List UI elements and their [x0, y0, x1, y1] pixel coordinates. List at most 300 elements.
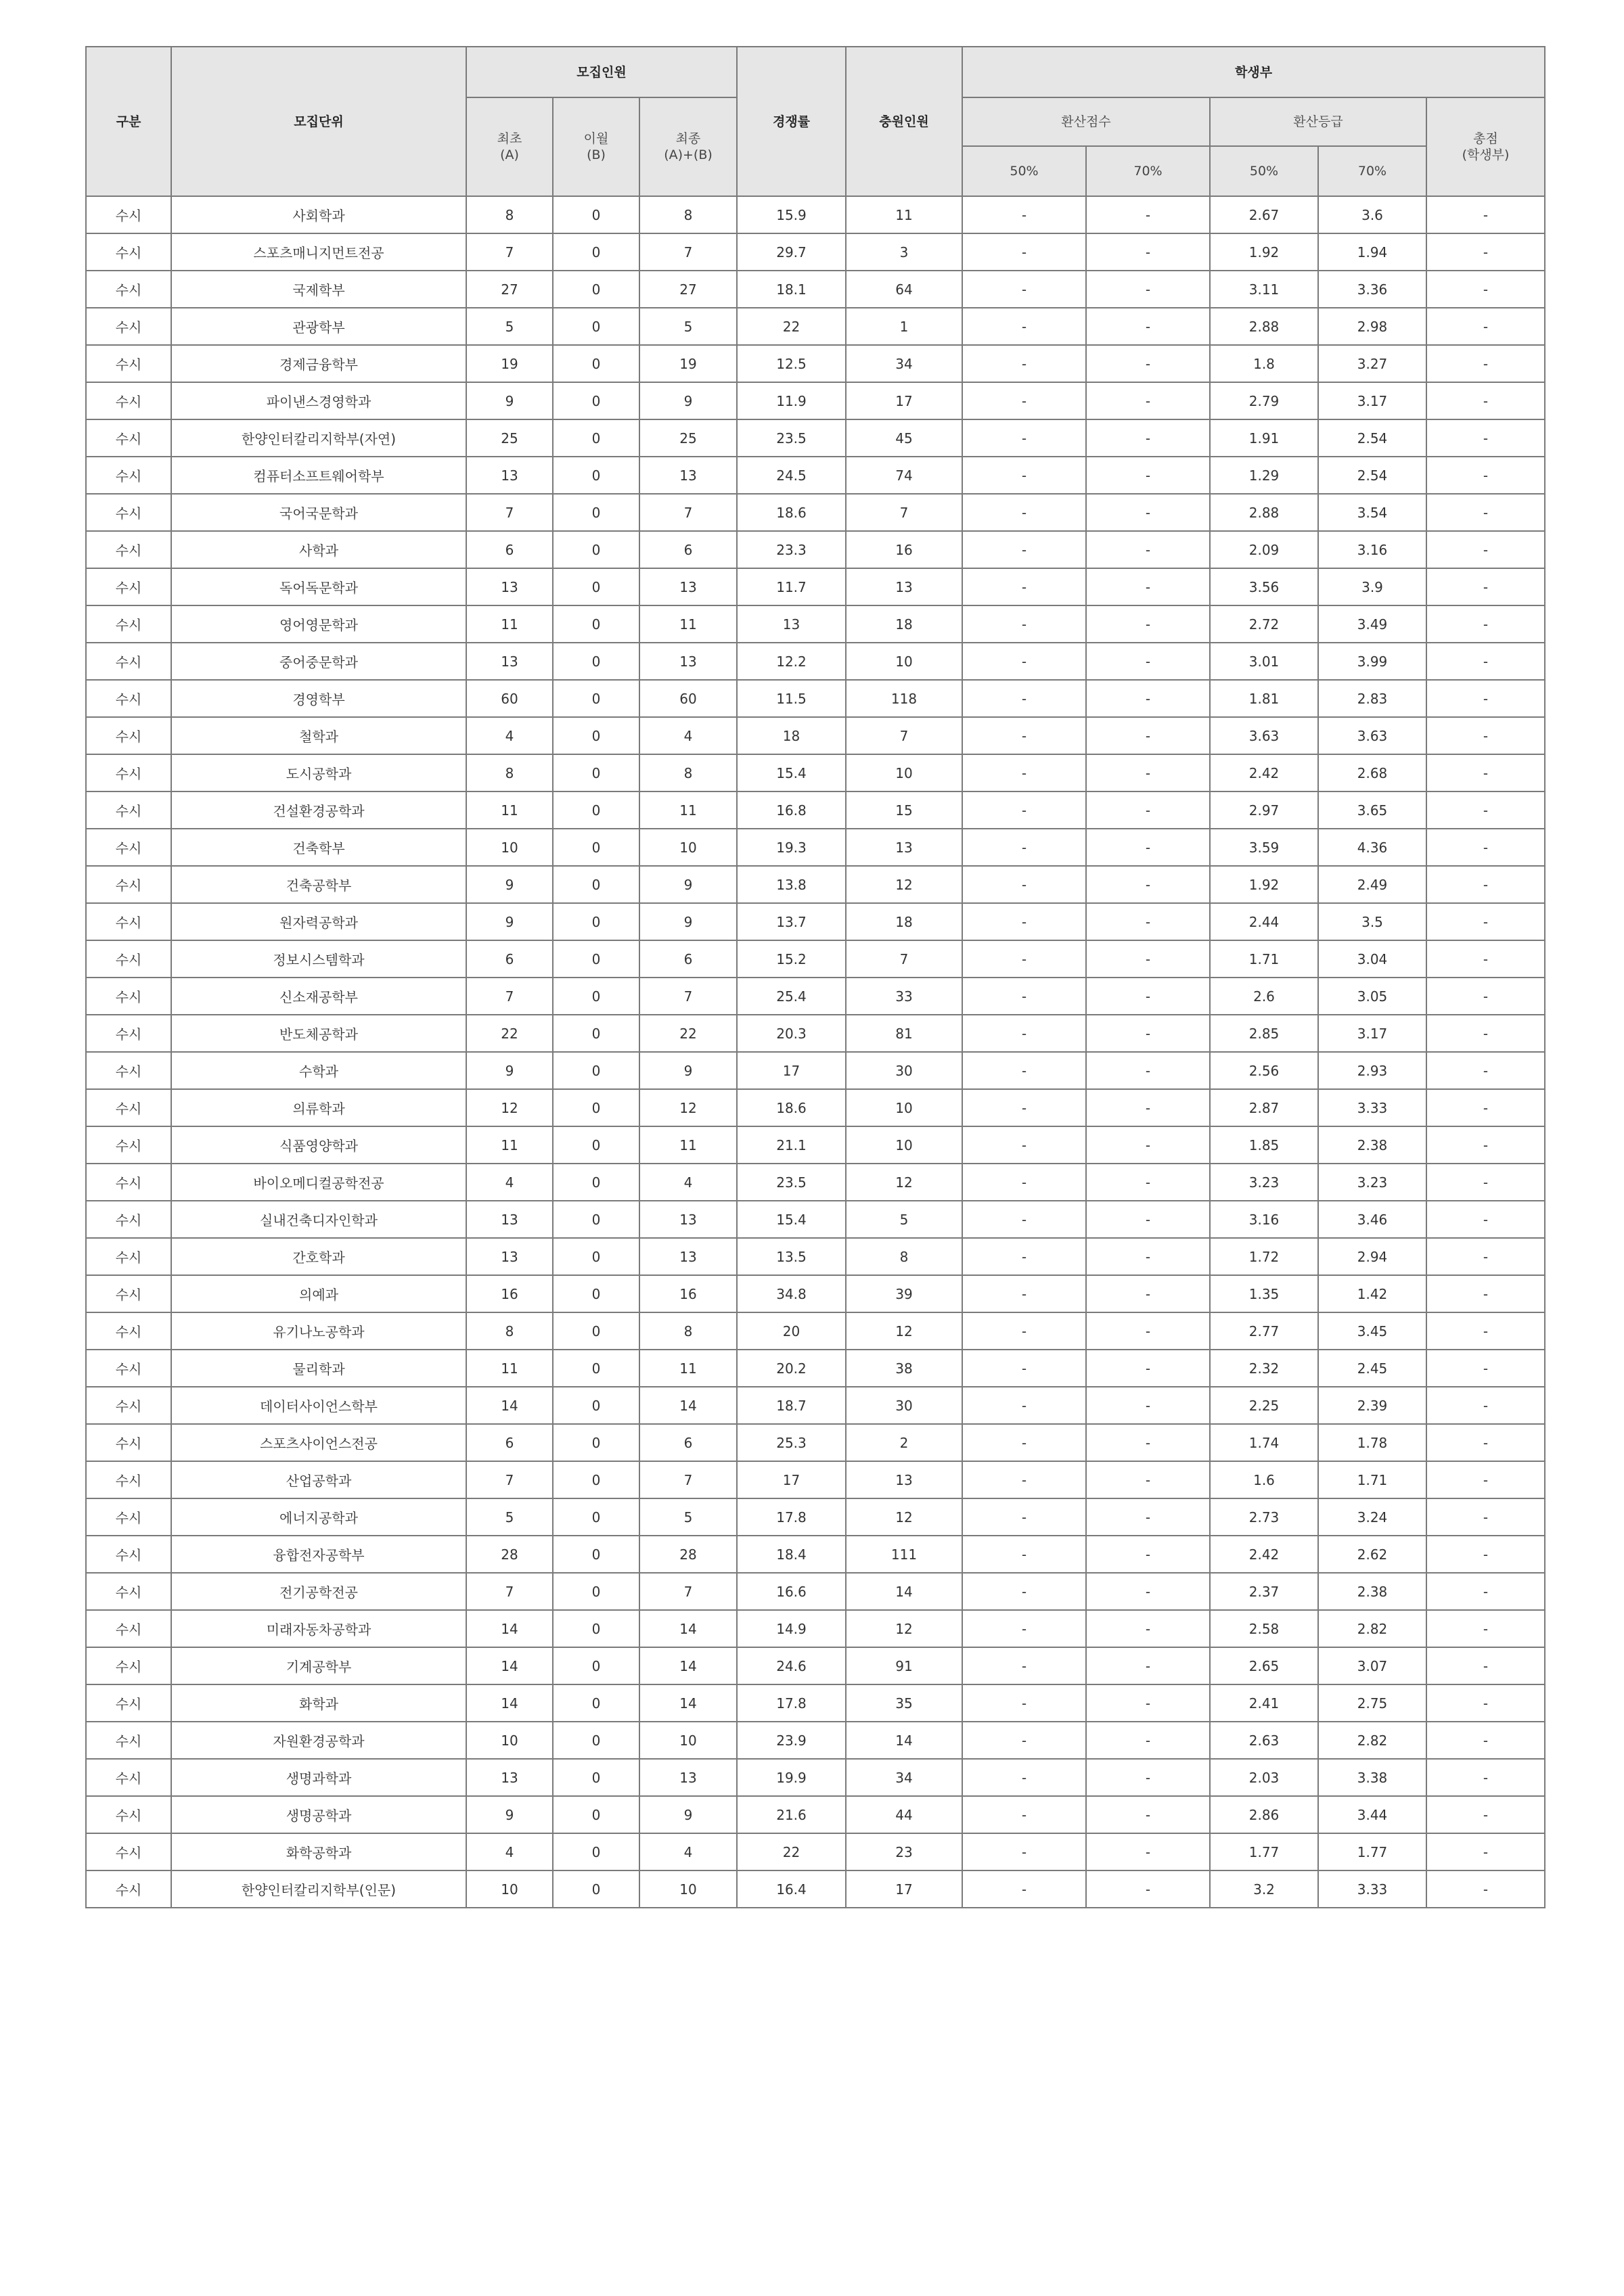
total-cell: -: [1426, 903, 1545, 940]
table-row: [86, 1796, 1545, 1833]
unit-cell: 스포츠매니지먼트전공: [171, 233, 466, 271]
grade70-cell: 3.33: [1318, 1870, 1426, 1908]
competition-cell: 16.4: [737, 1870, 846, 1908]
header-carryover-label: 이월: [583, 131, 609, 146]
competition-cell: 13.7: [737, 903, 846, 940]
grade50-cell: 2.97: [1210, 791, 1318, 829]
grade70-cell: 3.36: [1318, 271, 1426, 308]
total-cell: -: [1426, 1796, 1545, 1833]
category-cell: 수시: [86, 271, 171, 308]
total-cell: -: [1426, 568, 1545, 605]
unit-cell: 의예과: [171, 1275, 466, 1312]
score50-cell: -: [962, 1684, 1086, 1722]
header-total-score-sub: (학생부): [1462, 147, 1510, 162]
additional-cell: 5: [846, 1201, 962, 1238]
grade70-cell: 2.75: [1318, 1684, 1426, 1722]
initial-cell: 8: [466, 196, 553, 233]
initial-cell: 19: [466, 345, 553, 382]
competition-cell: 22: [737, 308, 846, 345]
table-row: [86, 1052, 1545, 1089]
table-row: [86, 568, 1545, 605]
competition-cell: 20.3: [737, 1015, 846, 1052]
final-cell: 13: [639, 643, 737, 680]
score70-cell: -: [1086, 1536, 1210, 1573]
unit-cell: 의류학과: [171, 1089, 466, 1126]
unit-cell: 건설환경공학과: [171, 791, 466, 829]
additional-cell: 2: [846, 1424, 962, 1461]
grade50-cell: 1.81: [1210, 680, 1318, 717]
additional-cell: 17: [846, 1870, 962, 1908]
grade70-cell: 2.54: [1318, 457, 1426, 494]
grade50-cell: 2.42: [1210, 754, 1318, 791]
score70-cell: -: [1086, 308, 1210, 345]
category-cell: 수시: [86, 1424, 171, 1461]
grade70-cell: 3.05: [1318, 978, 1426, 1015]
final-cell: 10: [639, 1870, 737, 1908]
carryover-cell: 0: [553, 1759, 639, 1796]
unit-cell: 간호학과: [171, 1238, 466, 1275]
score70-cell: -: [1086, 680, 1210, 717]
total-cell: -: [1426, 680, 1545, 717]
table-row: [86, 903, 1545, 940]
score50-cell: -: [962, 903, 1086, 940]
additional-cell: 10: [846, 1089, 962, 1126]
final-cell: 19: [639, 345, 737, 382]
unit-cell: 국어국문학과: [171, 494, 466, 531]
additional-cell: 38: [846, 1350, 962, 1387]
header-competition-rate: 경쟁률: [737, 47, 846, 196]
category-cell: 수시: [86, 754, 171, 791]
initial-cell: 8: [466, 1312, 553, 1350]
grade50-cell: 2.72: [1210, 605, 1318, 643]
initial-cell: 6: [466, 1424, 553, 1461]
additional-cell: 30: [846, 1387, 962, 1424]
additional-cell: 10: [846, 643, 962, 680]
final-cell: 9: [639, 382, 737, 419]
carryover-cell: 0: [553, 1833, 639, 1870]
grade50-cell: 2.25: [1210, 1387, 1318, 1424]
score70-cell: -: [1086, 531, 1210, 568]
final-cell: 9: [639, 866, 737, 903]
header-total-score: [1426, 97, 1545, 196]
unit-cell: 파이낸스경영학과: [171, 382, 466, 419]
header-score-50: 50%: [962, 146, 1086, 196]
total-cell: -: [1426, 754, 1545, 791]
additional-cell: 1: [846, 308, 962, 345]
category-cell: 수시: [86, 1573, 171, 1610]
additional-cell: 45: [846, 419, 962, 457]
initial-cell: 13: [466, 643, 553, 680]
grade70-cell: 3.99: [1318, 643, 1426, 680]
grade70-cell: 3.38: [1318, 1759, 1426, 1796]
unit-cell: 철학과: [171, 717, 466, 754]
table-row: [86, 1164, 1545, 1201]
table-row: [86, 196, 1545, 233]
unit-cell: 신소재공학부: [171, 978, 466, 1015]
initial-cell: 22: [466, 1015, 553, 1052]
category-cell: 수시: [86, 643, 171, 680]
additional-cell: 118: [846, 680, 962, 717]
category-cell: 수시: [86, 419, 171, 457]
additional-cell: 39: [846, 1275, 962, 1312]
score70-cell: -: [1086, 1424, 1210, 1461]
score70-cell: -: [1086, 866, 1210, 903]
total-cell: -: [1426, 1498, 1545, 1536]
category-cell: 수시: [86, 308, 171, 345]
score50-cell: -: [962, 978, 1086, 1015]
unit-cell: 산업공학과: [171, 1461, 466, 1498]
unit-cell: 한양인터칼리지학부(인문): [171, 1870, 466, 1908]
grade70-cell: 2.45: [1318, 1350, 1426, 1387]
carryover-cell: 0: [553, 680, 639, 717]
category-cell: 수시: [86, 605, 171, 643]
total-cell: -: [1426, 457, 1545, 494]
table-row: [86, 1350, 1545, 1387]
grade50-cell: 2.88: [1210, 308, 1318, 345]
additional-cell: 7: [846, 494, 962, 531]
score70-cell: -: [1086, 419, 1210, 457]
final-cell: 7: [639, 978, 737, 1015]
table-row: [86, 271, 1545, 308]
carryover-cell: 0: [553, 1796, 639, 1833]
category-cell: 수시: [86, 1684, 171, 1722]
total-cell: -: [1426, 196, 1545, 233]
final-cell: 22: [639, 1015, 737, 1052]
final-cell: 28: [639, 1536, 737, 1573]
grade50-cell: 2.42: [1210, 1536, 1318, 1573]
category-cell: 수시: [86, 1126, 171, 1164]
competition-cell: 24.6: [737, 1647, 846, 1684]
category-cell: 수시: [86, 1201, 171, 1238]
total-cell: -: [1426, 940, 1545, 978]
initial-cell: 13: [466, 1759, 553, 1796]
grade50-cell: 3.01: [1210, 643, 1318, 680]
score70-cell: -: [1086, 1461, 1210, 1498]
category-cell: 수시: [86, 791, 171, 829]
initial-cell: 9: [466, 1052, 553, 1089]
grade50-cell: 2.32: [1210, 1350, 1318, 1387]
table-row: [86, 345, 1545, 382]
total-cell: -: [1426, 1573, 1545, 1610]
unit-cell: 원자력공학과: [171, 903, 466, 940]
unit-cell: 사학과: [171, 531, 466, 568]
grade70-cell: 3.17: [1318, 382, 1426, 419]
carryover-cell: 0: [553, 271, 639, 308]
total-cell: -: [1426, 1015, 1545, 1052]
score50-cell: -: [962, 1238, 1086, 1275]
category-cell: 수시: [86, 1722, 171, 1759]
carryover-cell: 0: [553, 1722, 639, 1759]
competition-cell: 24.5: [737, 457, 846, 494]
score50-cell: -: [962, 1461, 1086, 1498]
final-cell: 11: [639, 605, 737, 643]
final-cell: 7: [639, 233, 737, 271]
total-cell: -: [1426, 1647, 1545, 1684]
score70-cell: -: [1086, 1312, 1210, 1350]
score70-cell: -: [1086, 1275, 1210, 1312]
score50-cell: -: [962, 866, 1086, 903]
total-cell: -: [1426, 1759, 1545, 1796]
total-cell: -: [1426, 866, 1545, 903]
additional-cell: 111: [846, 1536, 962, 1573]
score50-cell: -: [962, 382, 1086, 419]
grade70-cell: 2.62: [1318, 1536, 1426, 1573]
grade50-cell: 2.86: [1210, 1796, 1318, 1833]
score70-cell: -: [1086, 1759, 1210, 1796]
grade50-cell: 3.2: [1210, 1870, 1318, 1908]
grade50-cell: 1.91: [1210, 419, 1318, 457]
carryover-cell: 0: [553, 605, 639, 643]
category-cell: 수시: [86, 1089, 171, 1126]
score50-cell: -: [962, 308, 1086, 345]
score70-cell: -: [1086, 271, 1210, 308]
score50-cell: -: [962, 940, 1086, 978]
total-cell: -: [1426, 791, 1545, 829]
score50-cell: -: [962, 643, 1086, 680]
initial-cell: 13: [466, 1238, 553, 1275]
table-row: [86, 1089, 1545, 1126]
final-cell: 13: [639, 457, 737, 494]
table-row: [86, 1238, 1545, 1275]
header-school-record-group: 학생부: [962, 47, 1545, 97]
score70-cell: -: [1086, 1573, 1210, 1610]
score70-cell: -: [1086, 1089, 1210, 1126]
carryover-cell: 0: [553, 1870, 639, 1908]
score50-cell: -: [962, 1275, 1086, 1312]
grade50-cell: 1.77: [1210, 1833, 1318, 1870]
additional-cell: 13: [846, 829, 962, 866]
grade50-cell: 1.72: [1210, 1238, 1318, 1275]
score70-cell: -: [1086, 1722, 1210, 1759]
header-additional-admits: 충원인원: [846, 47, 962, 196]
grade70-cell: 1.42: [1318, 1275, 1426, 1312]
score50-cell: -: [962, 345, 1086, 382]
initial-cell: 14: [466, 1684, 553, 1722]
initial-cell: 28: [466, 1536, 553, 1573]
table-row: [86, 1833, 1545, 1870]
grade50-cell: 2.09: [1210, 531, 1318, 568]
unit-cell: 바이오메디컬공학전공: [171, 1164, 466, 1201]
category-cell: 수시: [86, 829, 171, 866]
table-header: [86, 47, 1545, 196]
score50-cell: -: [962, 1573, 1086, 1610]
score50-cell: -: [962, 419, 1086, 457]
grade50-cell: 3.63: [1210, 717, 1318, 754]
carryover-cell: 0: [553, 1164, 639, 1201]
final-cell: 12: [639, 1089, 737, 1126]
total-cell: -: [1426, 1833, 1545, 1870]
score50-cell: -: [962, 1536, 1086, 1573]
grade70-cell: 2.38: [1318, 1126, 1426, 1164]
category-cell: 수시: [86, 1164, 171, 1201]
total-cell: -: [1426, 1387, 1545, 1424]
carryover-cell: 0: [553, 382, 639, 419]
total-cell: -: [1426, 1870, 1545, 1908]
grade50-cell: 2.77: [1210, 1312, 1318, 1350]
total-cell: -: [1426, 1275, 1545, 1312]
category-cell: 수시: [86, 196, 171, 233]
additional-cell: 12: [846, 866, 962, 903]
grade70-cell: 3.65: [1318, 791, 1426, 829]
competition-cell: 17: [737, 1461, 846, 1498]
unit-cell: 식품영양학과: [171, 1126, 466, 1164]
total-cell: -: [1426, 1201, 1545, 1238]
initial-cell: 7: [466, 494, 553, 531]
table-row: [86, 1498, 1545, 1536]
table-row: [86, 1684, 1545, 1722]
grade50-cell: 1.29: [1210, 457, 1318, 494]
competition-cell: 17: [737, 1052, 846, 1089]
score50-cell: -: [962, 1052, 1086, 1089]
score50-cell: -: [962, 1647, 1086, 1684]
competition-cell: 14.9: [737, 1610, 846, 1647]
table-row: [86, 382, 1545, 419]
grade50-cell: 1.71: [1210, 940, 1318, 978]
additional-cell: 17: [846, 382, 962, 419]
score70-cell: -: [1086, 1387, 1210, 1424]
final-cell: 9: [639, 1052, 737, 1089]
table-row: [86, 940, 1545, 978]
unit-cell: 수학과: [171, 1052, 466, 1089]
total-cell: -: [1426, 1126, 1545, 1164]
category-cell: 수시: [86, 680, 171, 717]
table-row: [86, 1015, 1545, 1052]
unit-cell: 전기공학전공: [171, 1573, 466, 1610]
initial-cell: 4: [466, 1164, 553, 1201]
grade50-cell: 3.23: [1210, 1164, 1318, 1201]
competition-cell: 15.4: [737, 1201, 846, 1238]
score50-cell: -: [962, 196, 1086, 233]
competition-cell: 23.5: [737, 419, 846, 457]
table-row: [86, 494, 1545, 531]
unit-cell: 건축공학부: [171, 866, 466, 903]
grade50-cell: 3.16: [1210, 1201, 1318, 1238]
category-cell: 수시: [86, 1238, 171, 1275]
header-carryover: [553, 97, 639, 196]
total-cell: -: [1426, 1052, 1545, 1089]
grade70-cell: 3.6: [1318, 196, 1426, 233]
unit-cell: 중어중문학과: [171, 643, 466, 680]
score50-cell: -: [962, 1387, 1086, 1424]
initial-cell: 11: [466, 1126, 553, 1164]
additional-cell: 12: [846, 1164, 962, 1201]
additional-cell: 13: [846, 568, 962, 605]
carryover-cell: 0: [553, 308, 639, 345]
score50-cell: -: [962, 791, 1086, 829]
final-cell: 4: [639, 1164, 737, 1201]
score70-cell: -: [1086, 1201, 1210, 1238]
final-cell: 14: [639, 1684, 737, 1722]
grade70-cell: 3.49: [1318, 605, 1426, 643]
additional-cell: 18: [846, 903, 962, 940]
unit-cell: 기계공학부: [171, 1647, 466, 1684]
initial-cell: 7: [466, 1461, 553, 1498]
final-cell: 7: [639, 494, 737, 531]
table-row: [86, 1387, 1545, 1424]
score50-cell: -: [962, 1015, 1086, 1052]
additional-cell: 18: [846, 605, 962, 643]
final-cell: 11: [639, 1126, 737, 1164]
competition-cell: 34.8: [737, 1275, 846, 1312]
grade70-cell: 3.9: [1318, 568, 1426, 605]
competition-cell: 15.4: [737, 754, 846, 791]
score70-cell: -: [1086, 643, 1210, 680]
header-total-score-label: 총점: [1473, 131, 1498, 146]
table-row: [86, 308, 1545, 345]
initial-cell: 13: [466, 568, 553, 605]
final-cell: 14: [639, 1647, 737, 1684]
competition-cell: 19.9: [737, 1759, 846, 1796]
total-cell: -: [1426, 345, 1545, 382]
unit-cell: 경영학부: [171, 680, 466, 717]
unit-cell: 유기나노공학과: [171, 1312, 466, 1350]
carryover-cell: 0: [553, 940, 639, 978]
final-cell: 5: [639, 308, 737, 345]
competition-cell: 12.5: [737, 345, 846, 382]
score50-cell: -: [962, 1870, 1086, 1908]
grade50-cell: 3.11: [1210, 271, 1318, 308]
additional-cell: 91: [846, 1647, 962, 1684]
initial-cell: 7: [466, 978, 553, 1015]
category-cell: 수시: [86, 978, 171, 1015]
competition-cell: 18.4: [737, 1536, 846, 1573]
initial-cell: 10: [466, 1722, 553, 1759]
score50-cell: -: [962, 1126, 1086, 1164]
final-cell: 27: [639, 271, 737, 308]
carryover-cell: 0: [553, 196, 639, 233]
carryover-cell: 0: [553, 568, 639, 605]
initial-cell: 9: [466, 903, 553, 940]
initial-cell: 9: [466, 1796, 553, 1833]
score70-cell: -: [1086, 754, 1210, 791]
score70-cell: -: [1086, 605, 1210, 643]
header-recruit-count-group: 모집인원: [466, 47, 737, 97]
carryover-cell: 0: [553, 1126, 639, 1164]
unit-cell: 화학공학과: [171, 1833, 466, 1870]
additional-cell: 7: [846, 940, 962, 978]
table-row: [86, 978, 1545, 1015]
table-row: [86, 1722, 1545, 1759]
competition-cell: 11.5: [737, 680, 846, 717]
final-cell: 9: [639, 1796, 737, 1833]
total-cell: -: [1426, 1238, 1545, 1275]
score70-cell: -: [1086, 1015, 1210, 1052]
grade70-cell: 2.82: [1318, 1610, 1426, 1647]
final-cell: 6: [639, 1424, 737, 1461]
final-cell: 7: [639, 1573, 737, 1610]
grade70-cell: 3.44: [1318, 1796, 1426, 1833]
table-row: [86, 866, 1545, 903]
initial-cell: 8: [466, 754, 553, 791]
unit-cell: 스포츠사이언스전공: [171, 1424, 466, 1461]
grade70-cell: 3.24: [1318, 1498, 1426, 1536]
score70-cell: -: [1086, 494, 1210, 531]
initial-cell: 16: [466, 1275, 553, 1312]
total-cell: -: [1426, 1684, 1545, 1722]
header-recruit-unit: 모집단위: [171, 47, 466, 196]
carryover-cell: 0: [553, 1498, 639, 1536]
initial-cell: 6: [466, 940, 553, 978]
score50-cell: -: [962, 1722, 1086, 1759]
initial-cell: 13: [466, 1201, 553, 1238]
final-cell: 13: [639, 1201, 737, 1238]
initial-cell: 5: [466, 308, 553, 345]
total-cell: -: [1426, 1164, 1545, 1201]
carryover-cell: 0: [553, 1201, 639, 1238]
additional-cell: 14: [846, 1722, 962, 1759]
grade50-cell: 1.8: [1210, 345, 1318, 382]
score50-cell: -: [962, 1350, 1086, 1387]
